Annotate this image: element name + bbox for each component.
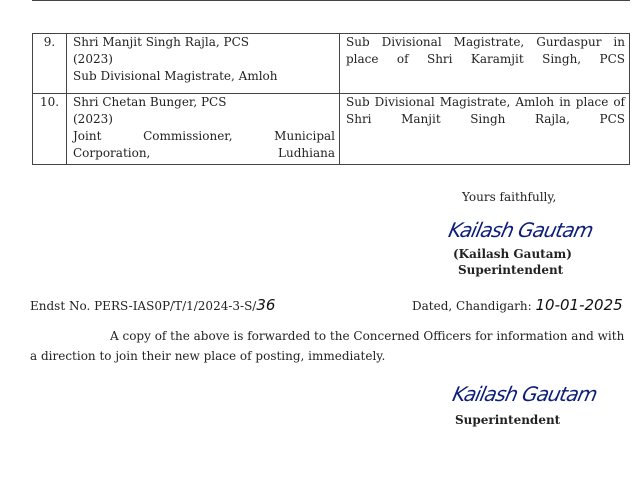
handwritten-signature: Kailash Gautam bbox=[446, 218, 596, 242]
signatory-name: (Kailash Gautam) bbox=[453, 247, 572, 261]
signatory-designation: Superintendent bbox=[458, 263, 564, 277]
officer-batch: (2023) bbox=[73, 112, 113, 126]
officer-name: Shri Manjit Singh Rajla, PCS bbox=[73, 35, 249, 49]
endorsement-number-handwritten: 36 bbox=[256, 296, 276, 314]
forwarding-paragraph bbox=[30, 326, 632, 366]
officer-cell bbox=[67, 94, 340, 165]
paragraph-line: A copy of the above is forwarded to the Concerned Officers for information and with bbox=[110, 329, 625, 343]
officer-current-post: Joint Commissioner, Municipal Corporation, Ludhiana bbox=[73, 129, 335, 160]
posting-table bbox=[32, 33, 630, 165]
officer-cell bbox=[67, 34, 340, 94]
new-posting-cell: Sub Divisional Magistrate, Gurdaspur in place of Shri Karamjit Singh, PCS bbox=[340, 34, 630, 94]
endorsement-number bbox=[30, 296, 275, 314]
new-posting-cell: Sub Divisional Magistrate, Amloh in place of Shri Manjit Singh Rajla, PCS bbox=[340, 94, 630, 165]
handwritten-signature: Kailash Gautam bbox=[450, 382, 600, 406]
signatory-designation: Superintendent bbox=[455, 413, 561, 427]
endorsement-number-prefix: Endst No. PERS-IAS0P/T/1/2024-3-S/ bbox=[30, 299, 257, 313]
officer-name: Shri Chetan Bunger, PCS bbox=[73, 95, 227, 109]
table-row bbox=[33, 34, 630, 94]
table-row bbox=[33, 94, 630, 165]
serial-number: 9. bbox=[33, 34, 67, 94]
endorsement-date bbox=[412, 296, 623, 314]
table-top-edge bbox=[32, 0, 630, 1]
serial-number: 10. bbox=[33, 94, 67, 165]
officer-batch: (2023) bbox=[73, 52, 113, 66]
date-handwritten: 10-01-2025 bbox=[535, 296, 623, 314]
paragraph-line: a direction to join their new place of posting, immediately. bbox=[30, 349, 386, 363]
dated-label: Dated, Chandigarh: bbox=[412, 299, 532, 313]
officer-current-post: Sub Divisional Magistrate, Amloh bbox=[73, 69, 278, 83]
yours-faithfully: Yours faithfully, bbox=[462, 190, 557, 204]
